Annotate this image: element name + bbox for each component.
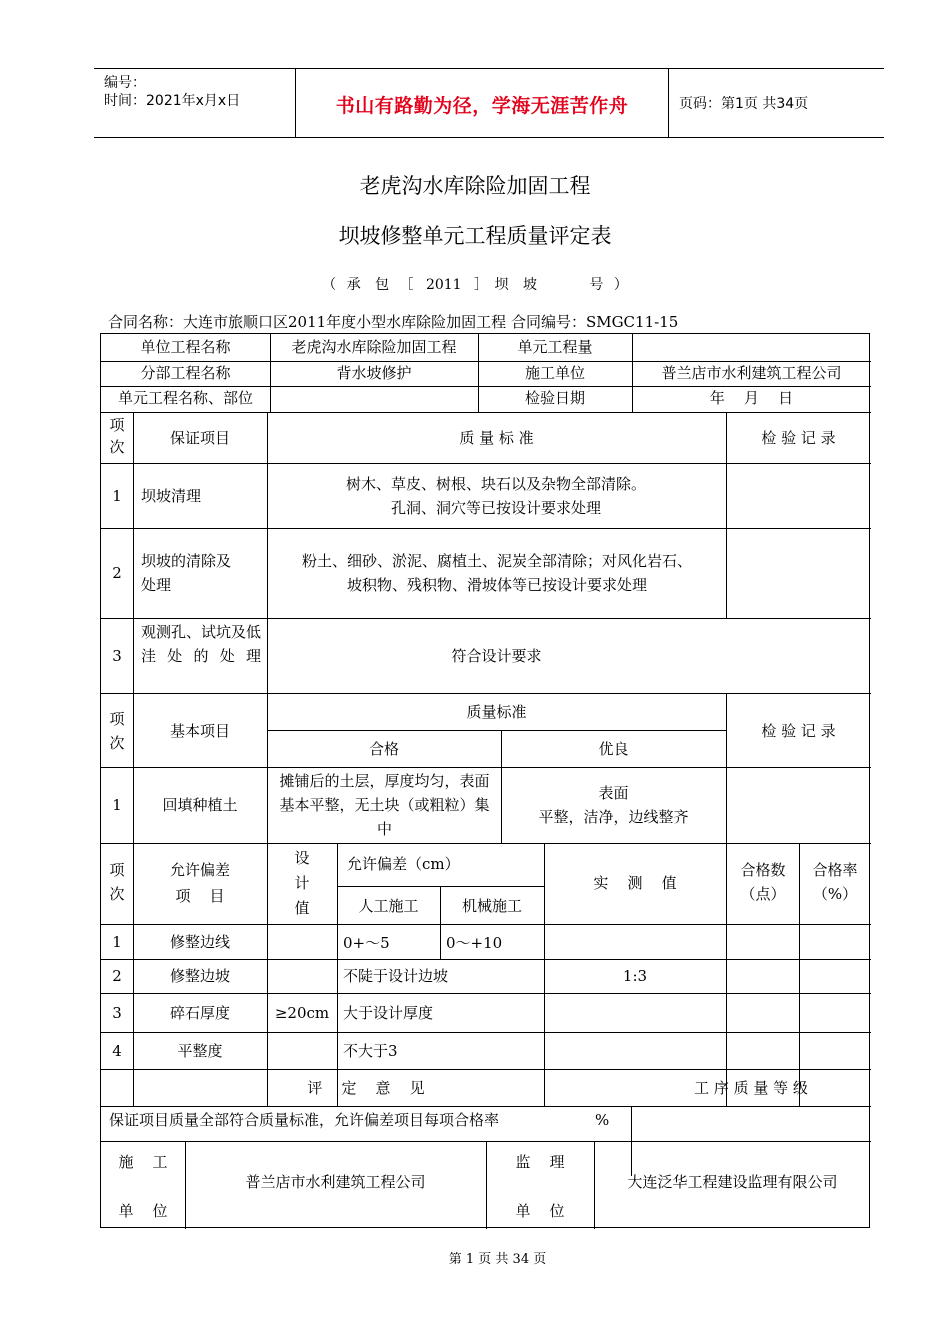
tolerance-row-2-dev: 不陡于设计边坡 — [343, 967, 449, 985]
guarantee-row-3-no: 3 — [112, 647, 122, 665]
tolerance-row-2-no: 2 — [112, 967, 122, 985]
basic-col-item: 基本项目 — [169, 722, 230, 740]
tolerance-row-1-no: 1 — [112, 933, 122, 951]
tolerance-col-machine: 机械施工 — [461, 897, 522, 915]
constructor-value: 普兰店市水利建筑工程公司 — [661, 364, 842, 382]
contract-info: 合同名称：大连市旅顺口区2011年度小型水库除险加固工程 合同编号：SMGC11-15 — [108, 313, 679, 331]
sub-project-label: 分部工程名称 — [140, 364, 231, 382]
basic-row-1-pass: 摊铺后的土层，厚度均匀，表面基本平整，无土块（或粗粒）集中 — [279, 772, 490, 838]
tolerance-row-3-item: 碎石厚度 — [169, 1004, 230, 1022]
document-subtitle: 坝坡修整单元工程质量评定表 — [338, 224, 612, 248]
constructor-unit-label-l2: 单 位 — [118, 1202, 168, 1220]
contract-year: 2011 — [425, 277, 462, 293]
unit-project-value: 老虎沟水库除险加固工程 — [291, 338, 457, 356]
sub-project-value: 背水坡修护 — [336, 364, 412, 382]
time-label: 时间：2021年x月x日 — [104, 93, 241, 109]
evaluation-form — [100, 333, 870, 1228]
basic-col-standard: 质量标准 — [466, 703, 527, 721]
basic-col-good: 优良 — [598, 740, 629, 758]
check-date-label: 检验日期 — [524, 389, 585, 407]
guarantee-row-2-standard: 粉土、细砂、淤泥、腐植土、泥炭全部清除；对风化岩石、坡积物、残积物、滑坡体等已按设计要求处理 — [301, 552, 692, 594]
page-info: 页码：第1页 共34页 — [679, 96, 809, 112]
tolerance-row-3-design: ≥20cm — [274, 1004, 330, 1022]
basic-row-1-no: 1 — [112, 796, 122, 814]
guarantee-row-1-standard: 树木、草皮、树根、块石以及杂物全部清除。孔洞、洞穴等已按设计要求处理 — [346, 475, 647, 517]
opinion-label: 评 定 意 见 — [307, 1079, 425, 1097]
basic-col-pass: 合格 — [368, 740, 399, 758]
opinion-text: 保证项目质量全部符合质量标准，允许偏差项目每项合格率 — [109, 1111, 500, 1129]
guarantee-col-record: 检 验 记 录 — [761, 429, 836, 447]
tolerance-row-4-no: 4 — [112, 1042, 122, 1060]
char-ba: 坝 — [494, 277, 509, 293]
motto: 书山有路勤为径，学海无涯苦作舟 — [335, 95, 629, 117]
char-bao: 包 — [375, 277, 390, 293]
page-footer: 第 1 页 共 34 页 — [448, 1252, 547, 1267]
check-date-value: 年 月 日 — [709, 389, 794, 407]
constructor-unit-label-l1: 施 工 — [118, 1153, 168, 1171]
tolerance-col-measured: 实 测 值 — [593, 874, 677, 892]
basic-row-1-item: 回填种植土 — [162, 796, 238, 814]
char-cheng: 承 — [346, 277, 361, 293]
tolerance-col-no: 项次 — [109, 861, 125, 903]
header-page-cell — [669, 69, 884, 137]
tolerance-col-qualified-count: 合格数（点） — [740, 861, 786, 903]
tolerance-row-2-item: 修整边坡 — [169, 967, 230, 985]
number-label: 编号： — [104, 75, 146, 91]
guarantee-col-standard: 质 量 标 准 — [459, 429, 534, 447]
guarantee-row-3-standard: 符合设计要求 — [451, 647, 542, 665]
tolerance-col-item-l1: 允许偏差 — [169, 861, 230, 879]
tolerance-col-item-l2: 项 目 — [175, 887, 225, 905]
tolerance-col-design: 设计值 — [294, 849, 310, 917]
char-po: 坡 — [522, 277, 537, 293]
element-label: 单元工程名称、部位 — [117, 389, 253, 407]
header-motto-cell — [296, 69, 669, 137]
guarantee-row-2-no: 2 — [112, 564, 122, 582]
basic-col-no: 项次 — [109, 710, 125, 752]
guarantee-row-2-item: 坝坡的清除及处理 — [141, 552, 232, 594]
supervisor-unit-label-l1: 监 理 — [515, 1153, 565, 1171]
bracket-close: ］ — [474, 277, 489, 293]
basic-row-1-good-l1: 表面 — [598, 784, 629, 802]
tolerance-row-1-item: 修整边线 — [169, 933, 230, 951]
tolerance-col-dev: 允许偏差（cm） — [347, 855, 460, 873]
guarantee-row-1-no: 1 — [112, 487, 122, 505]
tolerance-row-4-dev: 不大于3 — [343, 1042, 398, 1060]
tolerance-row-1-machine: 0～+10 — [446, 934, 503, 952]
paren-close: ） — [613, 277, 628, 293]
tolerance-row-1-manual: 0+～5 — [343, 934, 390, 952]
guarantee-row-3-item: 观测孔、试坑及低洼处的处理 — [141, 623, 262, 665]
header-meta-cell — [94, 69, 296, 137]
constructor-unit-name: 普兰店市水利建筑工程公司 — [245, 1173, 426, 1191]
basic-row-1-good-l2: 平整，洁净，边线整齐 — [538, 808, 689, 826]
supervisor-unit-label-l2: 单 位 — [515, 1202, 565, 1220]
paren-open: （ — [322, 277, 337, 293]
unit-project-label: 单位工程名称 — [140, 338, 231, 356]
guarantee-col-no: 项次 — [109, 416, 125, 456]
grade-label: 工 序 质 量 等 级 — [694, 1079, 808, 1097]
bracket-open: ［ — [399, 277, 414, 293]
tolerance-row-3-no: 3 — [112, 1004, 122, 1022]
char-hao: 号 — [589, 277, 604, 293]
document-title: 老虎沟水库除险加固工程 — [359, 174, 591, 198]
guarantee-col-item: 保证项目 — [169, 429, 230, 447]
constructor-label: 施工单位 — [524, 364, 585, 382]
tolerance-row-4-item: 平整度 — [177, 1042, 223, 1060]
opinion-percent: % — [595, 1111, 610, 1129]
tolerance-row-3-dev: 大于设计厚度 — [343, 1004, 434, 1022]
contract-number-line — [0, 274, 950, 294]
basic-col-record: 检 验 记 录 — [761, 722, 836, 740]
guarantee-row-1-item: 坝坡清理 — [141, 487, 202, 505]
tolerance-col-manual: 人工施工 — [358, 897, 419, 915]
page-header — [94, 68, 884, 138]
tolerance-row-2-measured: 1:3 — [622, 967, 648, 985]
supervisor-unit-name: 大连泛华工程建设监理有限公司 — [627, 1173, 838, 1191]
tolerance-col-qualified-rate: 合格率（%） — [812, 861, 858, 903]
unit-qty-label: 单元工程量 — [517, 338, 593, 356]
